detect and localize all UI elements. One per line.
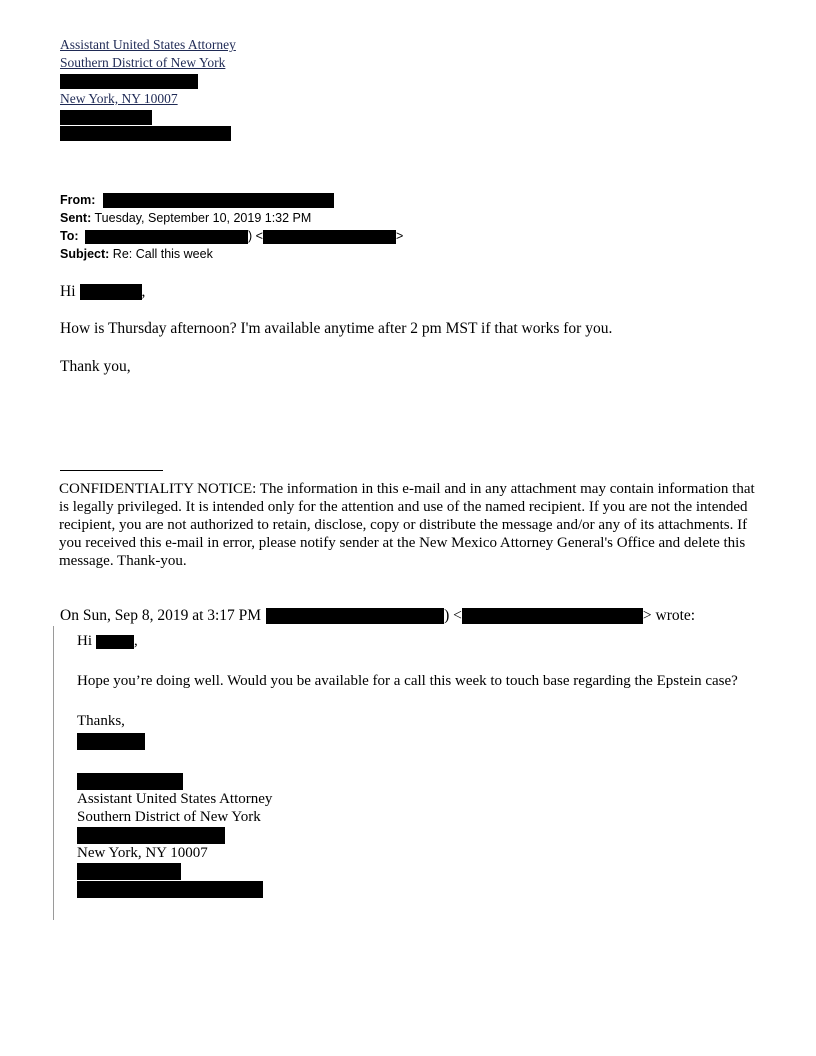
redaction-bar	[462, 608, 643, 624]
greeting-punct: ,	[141, 283, 146, 300]
from-label: From:	[60, 193, 96, 207]
letterhead-title: Assistant United States Attorney	[60, 37, 236, 52]
to-separator-1: )	[248, 229, 253, 243]
letterhead-office-line	[60, 54, 480, 72]
redaction-bar	[266, 608, 444, 624]
quoted-attribution	[60, 607, 695, 625]
redaction-bar	[77, 881, 263, 898]
quoted-signature-title: Assistant United States Attorney	[77, 791, 273, 808]
redaction-bar	[85, 230, 248, 244]
quoted-paragraph-1: Hope you’re doing well. Would you be available for a call this week to touch base regarding the Epstein case?	[77, 673, 738, 689]
redaction-bar	[80, 284, 142, 300]
quoted-greeting	[77, 632, 763, 650]
greeting-text: Hi	[60, 283, 76, 300]
redaction-bar	[96, 635, 134, 649]
quoted-signature-office: Southern District of New York	[77, 809, 261, 826]
quoted-signature	[77, 772, 763, 898]
quoted-attribution-sep-2: <	[453, 607, 462, 624]
to-separator-2: <	[255, 229, 263, 243]
quoted-closing: Thanks,	[77, 713, 125, 729]
quoted-signature-city-state-zip: New York, NY 10007	[77, 845, 208, 862]
email-field-sent	[60, 210, 311, 226]
quoted-attribution-sep-1: )	[444, 607, 450, 624]
quoted-attribution-sep-3: >	[642, 607, 652, 624]
redaction-bar	[77, 773, 183, 790]
letterhead	[60, 36, 480, 140]
letterhead-phone-redacted-line	[60, 108, 480, 124]
quoted-greeting-punct: ,	[134, 633, 138, 649]
redaction-bar	[77, 827, 225, 844]
quoted-attribution-suffix: wrote:	[655, 607, 696, 624]
quoted-signature-address-redacted	[77, 826, 763, 844]
quoted-message	[53, 626, 763, 920]
email-field-subject	[60, 246, 213, 262]
redaction-bar	[60, 74, 198, 89]
redaction-bar	[103, 193, 334, 208]
email-field-from	[60, 192, 334, 208]
body-closing: Thank you,	[60, 358, 131, 375]
sent-value: Tuesday, September 10, 2019 1:32 PM	[94, 211, 312, 225]
quoted-signature-phone-redacted	[77, 862, 763, 880]
letterhead-address-redacted-line	[60, 72, 480, 90]
redaction-bar	[263, 230, 396, 244]
subject-value: Re: Call this week	[112, 247, 213, 261]
redaction-bar	[77, 733, 145, 750]
subject-label: Subject:	[60, 247, 110, 261]
body-greeting	[60, 283, 145, 301]
letterhead-title-line	[60, 36, 480, 54]
body-paragraph-1: How is Thursday afternoon? I'm available anytime after 2 pm MST if that works for you.	[60, 320, 613, 337]
letterhead-city-state-zip: New York, NY 10007	[60, 91, 178, 106]
redaction-bar	[77, 863, 181, 880]
signature-divider	[60, 470, 163, 471]
quoted-signature-redacted-1	[77, 772, 763, 790]
letterhead-citystate-line	[60, 90, 480, 108]
quoted-signature-email-redacted	[77, 880, 763, 898]
letterhead-office: Southern District of New York	[60, 55, 226, 70]
to-label: To:	[60, 229, 79, 243]
quoted-signature-name-redacted	[77, 732, 763, 750]
quoted-attribution-prefix: On Sun, Sep 8, 2019 at 3:17 PM	[60, 607, 262, 624]
quoted-signature-spacer	[77, 750, 763, 768]
redaction-bar	[60, 126, 231, 141]
quoted-greeting-text: Hi	[77, 633, 92, 649]
confidentiality-notice: CONFIDENTIALITY NOTICE: The information in this e-mail and in any attachment may contain information that is legally privileged. It is intended only for the attention and use of the named recipient. If you are not the intended recipient, you are not authorized to retain, disclose, copy or distribute the message and/or any of its attachments. If you received this e-mail in error, please notify sender at the New Mexico Attorney General's Office and delete this message. Thank-you.	[59, 481, 755, 569]
to-separator-3: >	[395, 229, 404, 243]
sent-label: Sent:	[60, 211, 92, 225]
email-field-to	[60, 228, 403, 244]
letterhead-email-redacted-line	[60, 124, 480, 140]
